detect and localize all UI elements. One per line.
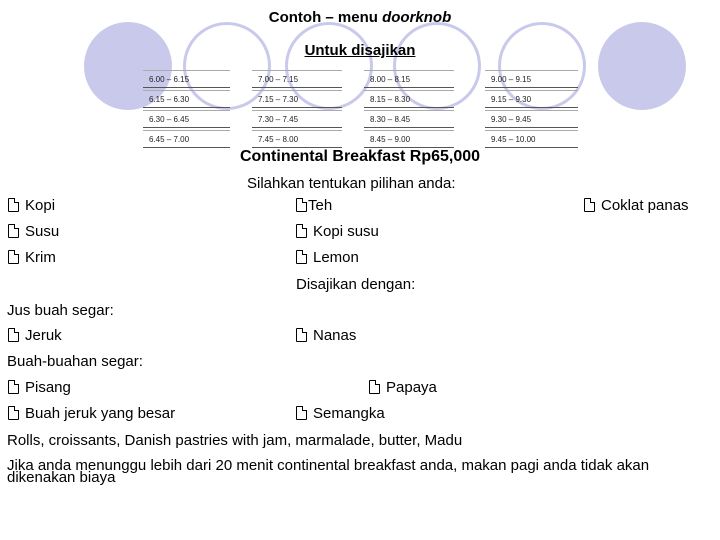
page-title: Contoh – menu doorknob [268, 9, 452, 26]
time-slot[interactable]: 8.30 – 8.45 [364, 110, 454, 128]
option-teh[interactable]: Teh [296, 197, 332, 214]
time-slot[interactable]: 6.00 – 6.15 [143, 70, 230, 88]
option-pisang[interactable]: Pisang [8, 379, 71, 396]
delay-note: Jika anda menunggu lebih dari 20 menit continental breakfast anda, makan pagi anda tidak akan dikenakan biaya [7, 457, 650, 486]
option-papaya[interactable]: Papaya [369, 379, 437, 396]
time-slot[interactable]: 9.15 – 9.30 [485, 90, 578, 108]
decor-circle-6 [598, 22, 686, 110]
checkbox-icon [8, 224, 19, 238]
option-buah-jeruk[interactable]: Buah jeruk yang besar [8, 405, 175, 422]
juice-header: Jus buah segar: [7, 302, 114, 319]
time-slot[interactable]: 7.30 – 7.45 [252, 110, 342, 128]
checkbox-icon [8, 250, 19, 264]
time-slot[interactable]: 6.30 – 6.45 [143, 110, 230, 128]
time-slot[interactable]: 6.45 – 7.00 [143, 130, 230, 148]
option-coklat-panas[interactable]: Coklat panas [584, 197, 689, 214]
time-slot[interactable]: 7.45 – 8.00 [252, 130, 342, 148]
option-jeruk[interactable]: Jeruk [8, 327, 62, 344]
checkbox-icon [8, 406, 19, 420]
time-slot[interactable]: 8.45 – 9.00 [364, 130, 454, 148]
checkbox-icon [8, 380, 19, 394]
time-slot[interactable]: 8.00 – 8.15 [364, 70, 454, 88]
time-slot[interactable]: 9.30 – 9.45 [485, 110, 578, 128]
fruit-header: Buah-buahan segar: [7, 353, 143, 370]
time-column-4 [485, 70, 578, 150]
checkbox-icon [296, 406, 307, 420]
option-krim[interactable]: Krim [8, 249, 56, 266]
breakfast-title: Continental Breakfast Rp65,000 [239, 148, 481, 165]
time-column-1 [143, 70, 230, 150]
option-nanas[interactable]: Nanas [296, 327, 356, 344]
time-slot[interactable]: 6.15 – 6.30 [143, 90, 230, 108]
checkbox-icon [584, 198, 595, 212]
option-susu[interactable]: Susu [8, 223, 59, 240]
checkbox-icon [296, 250, 307, 264]
page-subtitle: Untuk disajikan [304, 42, 416, 59]
checkbox-icon [296, 198, 307, 212]
checkbox-icon [296, 328, 307, 342]
breads-line: Rolls, croissants, Danish pastries with jam, marmalade, butter, Madu [7, 432, 463, 449]
time-column-2 [252, 70, 342, 150]
time-slot[interactable]: 8.15 – 8.30 [364, 90, 454, 108]
served-with-label: Disajikan dengan: [296, 276, 416, 293]
time-column-3 [364, 70, 454, 150]
checkbox-icon [369, 380, 380, 394]
option-semangka[interactable]: Semangka [296, 405, 385, 422]
checkbox-icon [8, 198, 19, 212]
option-kopi[interactable]: Kopi [8, 197, 55, 214]
checkbox-icon [8, 328, 19, 342]
time-slot[interactable]: 7.00 – 7.15 [252, 70, 342, 88]
time-slot[interactable]: 9.00 – 9.15 [485, 70, 578, 88]
option-lemon[interactable]: Lemon [296, 249, 359, 266]
time-slot[interactable]: 9.45 – 10.00 [485, 130, 578, 148]
checkbox-icon [296, 224, 307, 238]
time-slot[interactable]: 7.15 – 7.30 [252, 90, 342, 108]
option-kopi-susu[interactable]: Kopi susu [296, 223, 379, 240]
choose-prompt: Silahkan tentukan pilihan anda: [247, 175, 456, 192]
